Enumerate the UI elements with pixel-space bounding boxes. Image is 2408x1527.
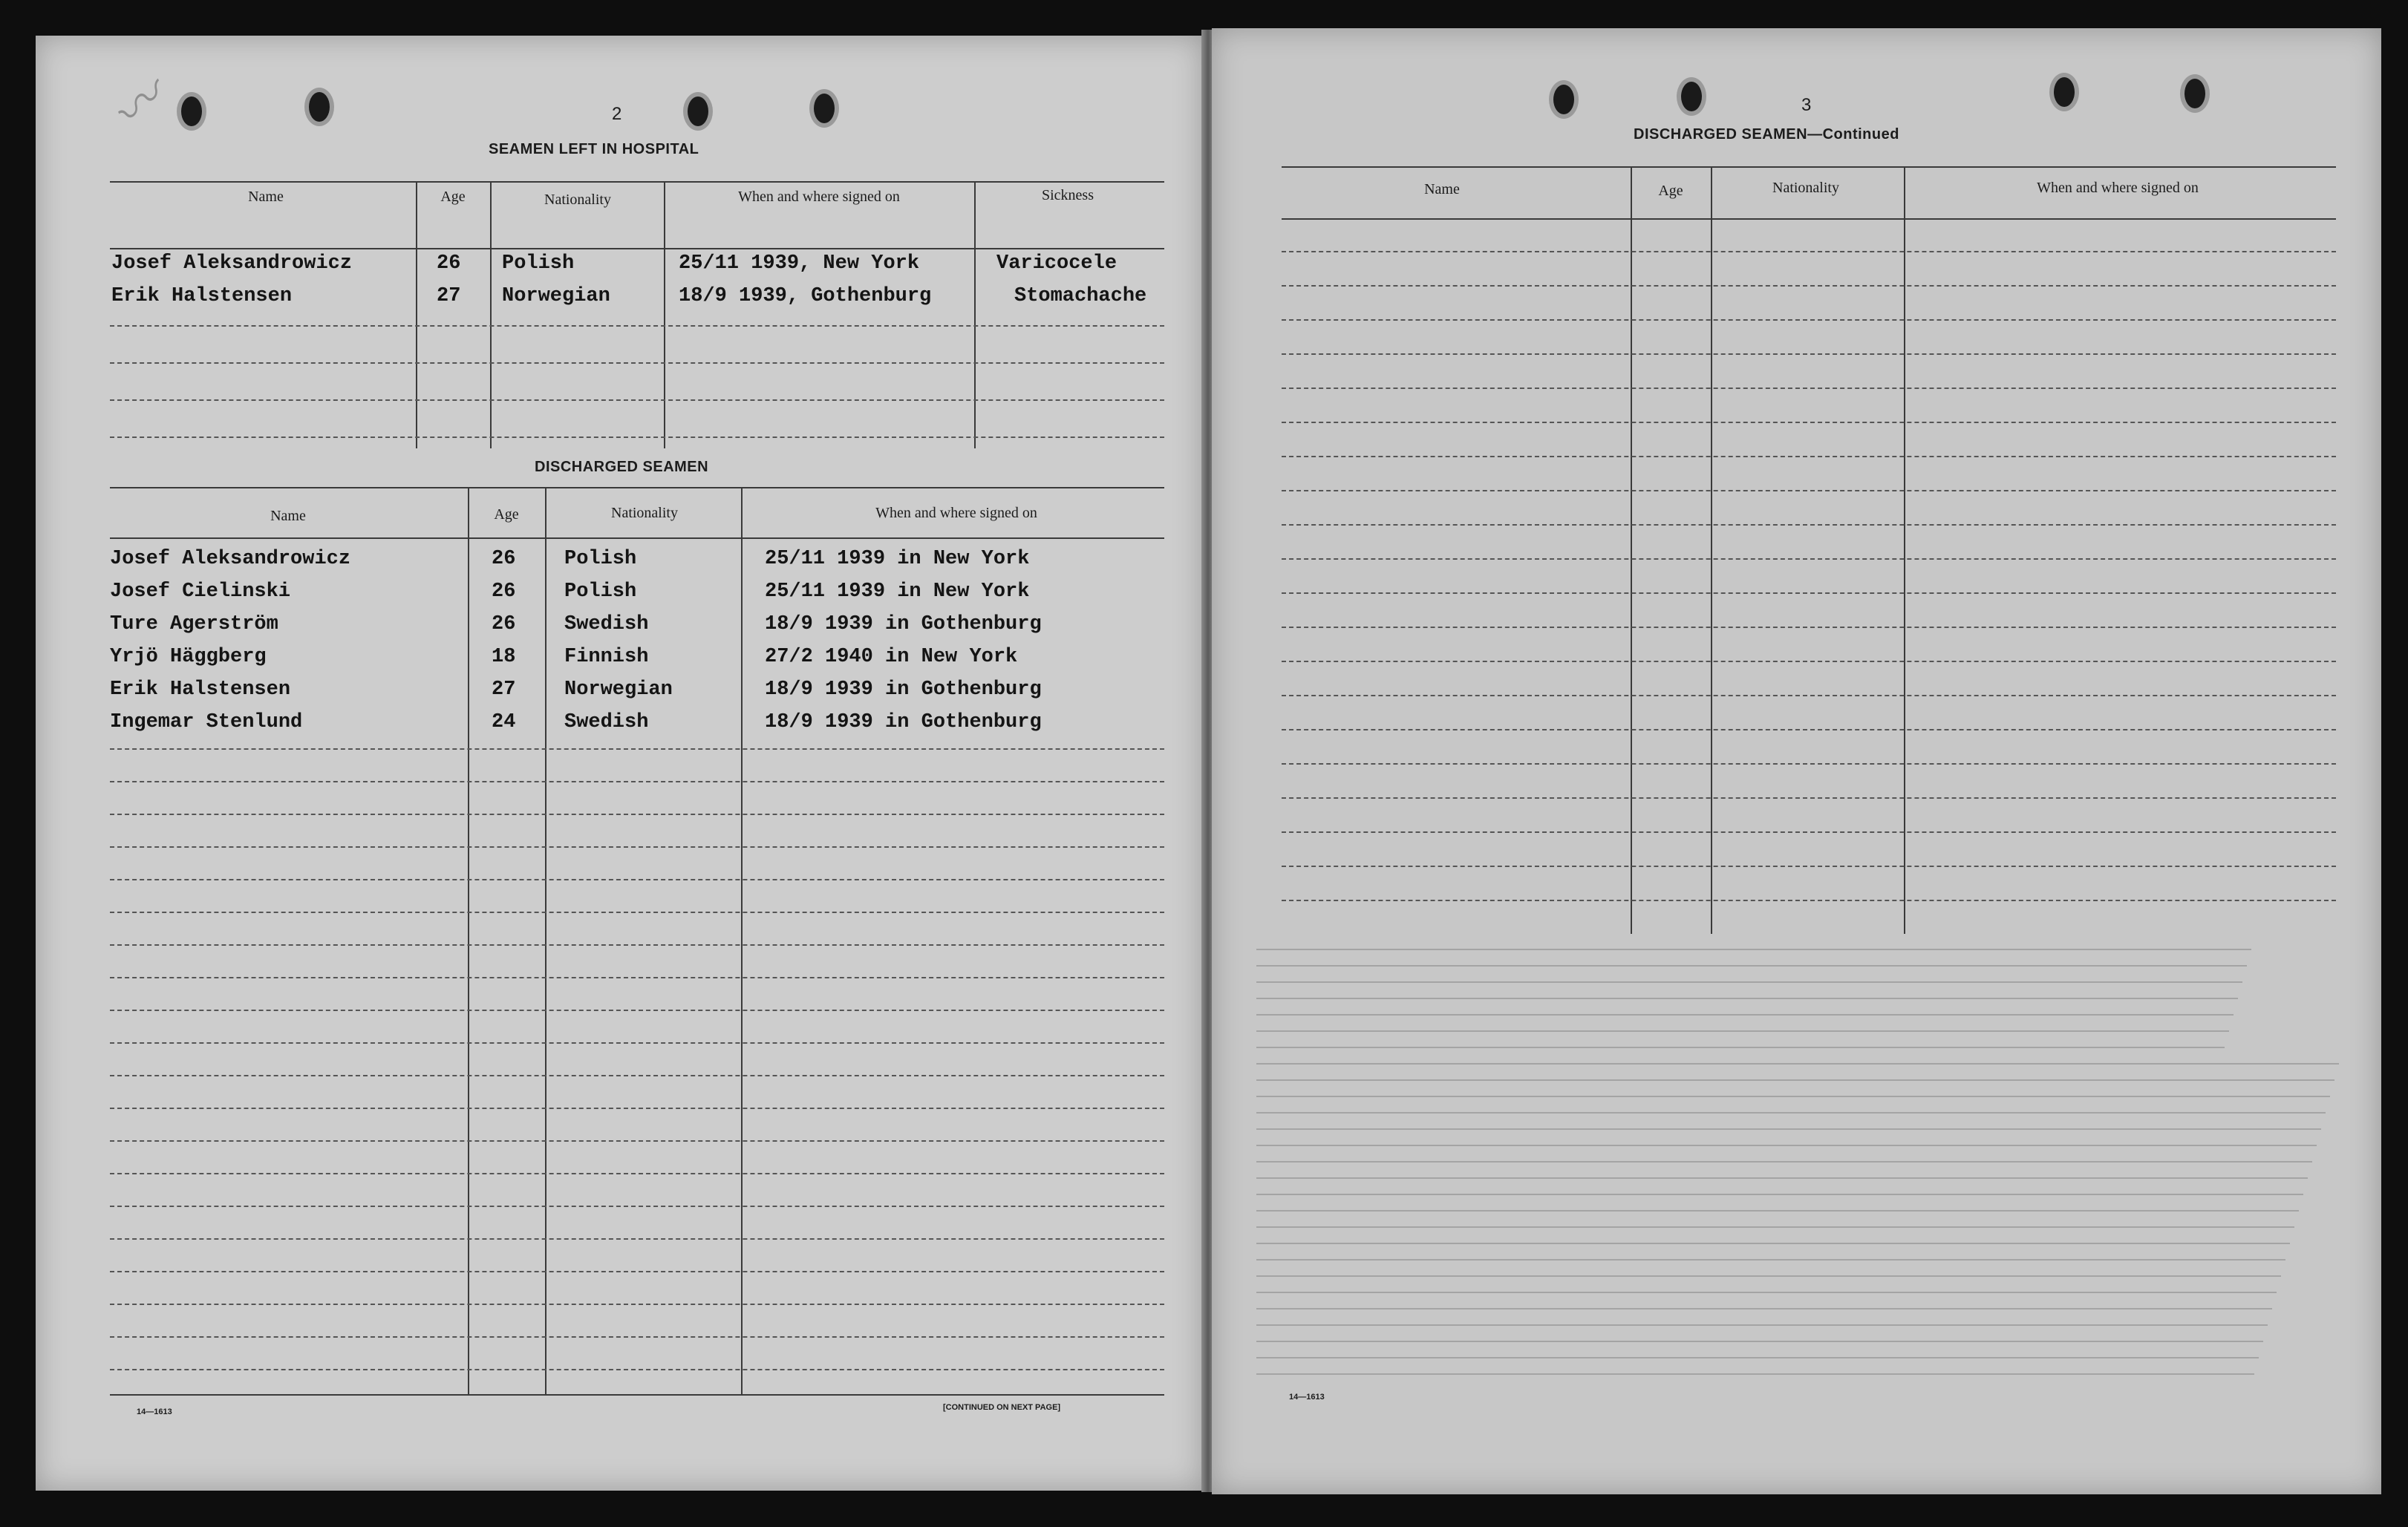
bleed-through-line	[1256, 1014, 2234, 1016]
bleed-through-line	[1256, 1357, 2259, 1358]
ruled-line	[1282, 353, 2336, 355]
table-column-rule	[664, 181, 665, 448]
table-rule	[110, 487, 1164, 488]
discharged-row-3-name: Ture Agerström	[110, 613, 278, 635]
discharged-row-4-age: 18	[492, 646, 516, 668]
ruled-line	[110, 1075, 1164, 1076]
ruled-line	[110, 1271, 1164, 1272]
bleed-through-line	[1256, 998, 2238, 999]
ruled-line	[1282, 285, 2336, 287]
bleed-through-line	[1256, 1292, 2277, 1293]
discharged-row-6-nationality: Swedish	[564, 711, 649, 733]
table-column-rule	[490, 181, 492, 448]
bleed-through-line	[1256, 981, 2242, 983]
binder-hole	[683, 92, 713, 131]
ruled-line	[110, 325, 1164, 327]
hospital-row-2-signed: 18/9 1939, Gothenburg	[679, 285, 932, 307]
ruled-line	[110, 1042, 1164, 1044]
bleed-through-line	[1256, 1128, 2321, 1130]
form-number: 14—1613	[1289, 1393, 1325, 1402]
bleed-through-line	[1256, 1373, 2254, 1375]
discharged-row-2-name: Josef Cielinski	[110, 581, 291, 603]
ruled-line	[1282, 319, 2336, 321]
right-page	[1212, 28, 2381, 1494]
bleed-through-line	[1256, 1210, 2299, 1212]
discharged-row-6-name: Ingemar Stenlund	[110, 711, 303, 733]
ruled-line	[1282, 866, 2336, 867]
hospital-row-2-sickness: Stomachache	[1014, 285, 1147, 307]
bleed-through-line	[1256, 1112, 2326, 1114]
discharged-row-2-signed: 25/11 1939 in New York	[765, 581, 1030, 603]
bleed-through-line	[1256, 1341, 2263, 1342]
discharged-section-title: DISCHARGED SEAMEN	[535, 459, 709, 475]
binder-hole	[1677, 77, 1706, 116]
table-column-rule	[468, 487, 469, 1394]
ruled-line	[1282, 388, 2336, 389]
column-header-age: Age	[1658, 183, 1683, 199]
bleed-through-line	[1256, 1079, 2334, 1081]
discharged-row-3-signed: 18/9 1939 in Gothenburg	[765, 613, 1042, 635]
form-number: 14—1613	[137, 1407, 172, 1416]
ruled-line	[110, 1108, 1164, 1109]
ruled-line	[1282, 422, 2336, 423]
column-header-nationality: Nationality	[611, 505, 678, 521]
binder-hole	[809, 89, 839, 128]
ruled-line	[110, 1010, 1164, 1011]
bleed-through-text	[184, 154, 193, 195]
bleed-through-line	[1256, 1226, 2294, 1228]
column-header-name: Name	[270, 508, 306, 524]
binder-hole	[304, 88, 334, 126]
bleed-through-line	[1256, 1030, 2229, 1032]
ruled-line	[1282, 729, 2336, 730]
binder-hole	[2049, 73, 2079, 111]
ruled-line	[110, 1206, 1164, 1207]
column-header-age: Age	[494, 506, 519, 523]
column-header-age: Age	[440, 189, 466, 205]
ruled-line	[1282, 558, 2336, 560]
ruled-line	[110, 977, 1164, 978]
discharged-row-2-nationality: Polish	[564, 581, 637, 603]
ruled-line	[1282, 592, 2336, 594]
hospital-row-2-name: Erik Halstensen	[111, 285, 293, 307]
column-header-name: Name	[248, 189, 284, 205]
discharged-row-6-signed: 18/9 1939 in Gothenburg	[765, 711, 1042, 733]
table-column-rule	[1904, 166, 1905, 934]
bleed-through-line	[1256, 1194, 2303, 1195]
binder-hole	[2180, 74, 2210, 113]
bleed-through-line	[1256, 949, 2251, 950]
table-rule	[1282, 166, 2336, 168]
column-header-signed: When and where signed on	[738, 189, 900, 205]
ruled-line	[110, 781, 1164, 782]
table-rule	[110, 537, 1164, 539]
bleed-through-line	[1256, 1259, 2285, 1260]
ruled-line	[110, 362, 1164, 364]
binder-hole	[177, 92, 206, 131]
column-header-signed: When and where signed on	[2037, 180, 2199, 196]
discharged-row-5-name: Erik Halstensen	[110, 679, 291, 701]
ruled-line	[1282, 490, 2336, 491]
hospital-row-2-age: 27	[437, 285, 461, 307]
bleed-through-line	[1256, 1047, 2225, 1048]
bleed-through-line	[1256, 1177, 2308, 1179]
table-rule	[110, 181, 1164, 183]
discharged-row-4-signed: 27/2 1940 in New York	[765, 646, 1018, 668]
column-header-signed: When and where signed on	[875, 505, 1037, 521]
bleed-through-line	[1256, 1063, 2339, 1065]
discharged-row-3-nationality: Swedish	[564, 613, 649, 635]
ruled-line	[110, 944, 1164, 946]
bleed-through-line	[1256, 965, 2247, 967]
column-header-name: Name	[1424, 181, 1460, 197]
ruled-line	[110, 1238, 1164, 1240]
ruled-line	[1282, 797, 2336, 799]
ruled-line	[1282, 763, 2336, 765]
bleed-through-line	[1256, 1308, 2272, 1309]
left-page	[36, 36, 1203, 1491]
bleed-through-line	[1256, 1161, 2312, 1163]
discharged-row-2-age: 26	[492, 581, 516, 603]
column-header-nationality: Nationality	[544, 192, 611, 208]
bleed-through-line	[1256, 1145, 2317, 1146]
ruled-line	[110, 1140, 1164, 1142]
handwritten-mark: 〰	[99, 65, 178, 146]
hospital-row-1-name: Josef Aleksandrowicz	[111, 252, 353, 275]
table-column-rule	[545, 487, 546, 1394]
discharged-continued-title: DISCHARGED SEAMEN—Continued	[1634, 126, 1899, 143]
ruled-line	[1282, 627, 2336, 628]
ruled-line	[110, 1336, 1164, 1338]
table-column-rule	[1631, 166, 1632, 934]
ruled-line	[1282, 661, 2336, 662]
ruled-line	[1282, 831, 2336, 833]
bleed-through-line	[1256, 1243, 2290, 1244]
discharged-row-3-age: 26	[492, 613, 516, 635]
table-column-rule	[974, 181, 976, 448]
ruled-line	[110, 846, 1164, 848]
discharged-row-1-nationality: Polish	[564, 548, 637, 570]
bleed-through-line	[1256, 1096, 2330, 1097]
table-rule	[110, 1394, 1164, 1396]
hospital-row-2-nationality: Norwegian	[502, 285, 610, 307]
discharged-row-5-nationality: Norwegian	[564, 679, 673, 701]
discharged-row-5-age: 27	[492, 679, 516, 701]
table-column-rule	[416, 181, 417, 448]
discharged-row-6-age: 24	[492, 711, 516, 733]
discharged-row-5-signed: 18/9 1939 in Gothenburg	[765, 679, 1042, 701]
column-header-sickness: Sickness	[1042, 187, 1094, 203]
page-number: 2	[612, 104, 622, 124]
binder-hole	[1549, 80, 1579, 119]
hospital-row-1-age: 26	[437, 252, 461, 275]
ruled-line	[110, 1369, 1164, 1370]
ruled-line	[1282, 900, 2336, 901]
table-rule	[110, 248, 1164, 249]
table-column-rule	[741, 487, 743, 1394]
ruled-line	[110, 399, 1164, 401]
hospital-row-1-signed: 25/11 1939, New York	[679, 252, 920, 275]
ruled-line	[1282, 456, 2336, 457]
column-header-nationality: Nationality	[1772, 180, 1839, 196]
discharged-row-1-age: 26	[492, 548, 516, 570]
ruled-line	[110, 912, 1164, 913]
bleed-through-line	[1256, 1275, 2281, 1277]
page-number: 3	[1801, 95, 1812, 115]
hospital-row-1-nationality: Polish	[502, 252, 575, 275]
continued-note: [CONTINUED ON NEXT PAGE]	[943, 1403, 1061, 1412]
ruled-line	[110, 748, 1164, 750]
discharged-row-4-nationality: Finnish	[564, 646, 649, 668]
ruled-line	[1282, 251, 2336, 252]
ruled-line	[110, 814, 1164, 815]
bleed-through-line	[1256, 1324, 2268, 1326]
hospital-section-title: SEAMEN LEFT IN HOSPITAL	[489, 141, 699, 157]
ruled-line	[110, 879, 1164, 880]
table-rule	[1282, 218, 2336, 220]
table-column-rule	[1711, 166, 1712, 934]
ruled-line	[110, 1304, 1164, 1305]
ruled-line	[110, 436, 1164, 438]
ruled-line	[1282, 524, 2336, 526]
discharged-row-1-signed: 25/11 1939 in New York	[765, 548, 1030, 570]
discharged-row-1-name: Josef Aleksandrowicz	[110, 548, 351, 570]
discharged-row-4-name: Yrjö Häggberg	[110, 646, 267, 668]
hospital-row-1-sickness: Varicocele	[996, 252, 1117, 275]
ruled-line	[110, 1173, 1164, 1174]
ruled-line	[1282, 695, 2336, 696]
